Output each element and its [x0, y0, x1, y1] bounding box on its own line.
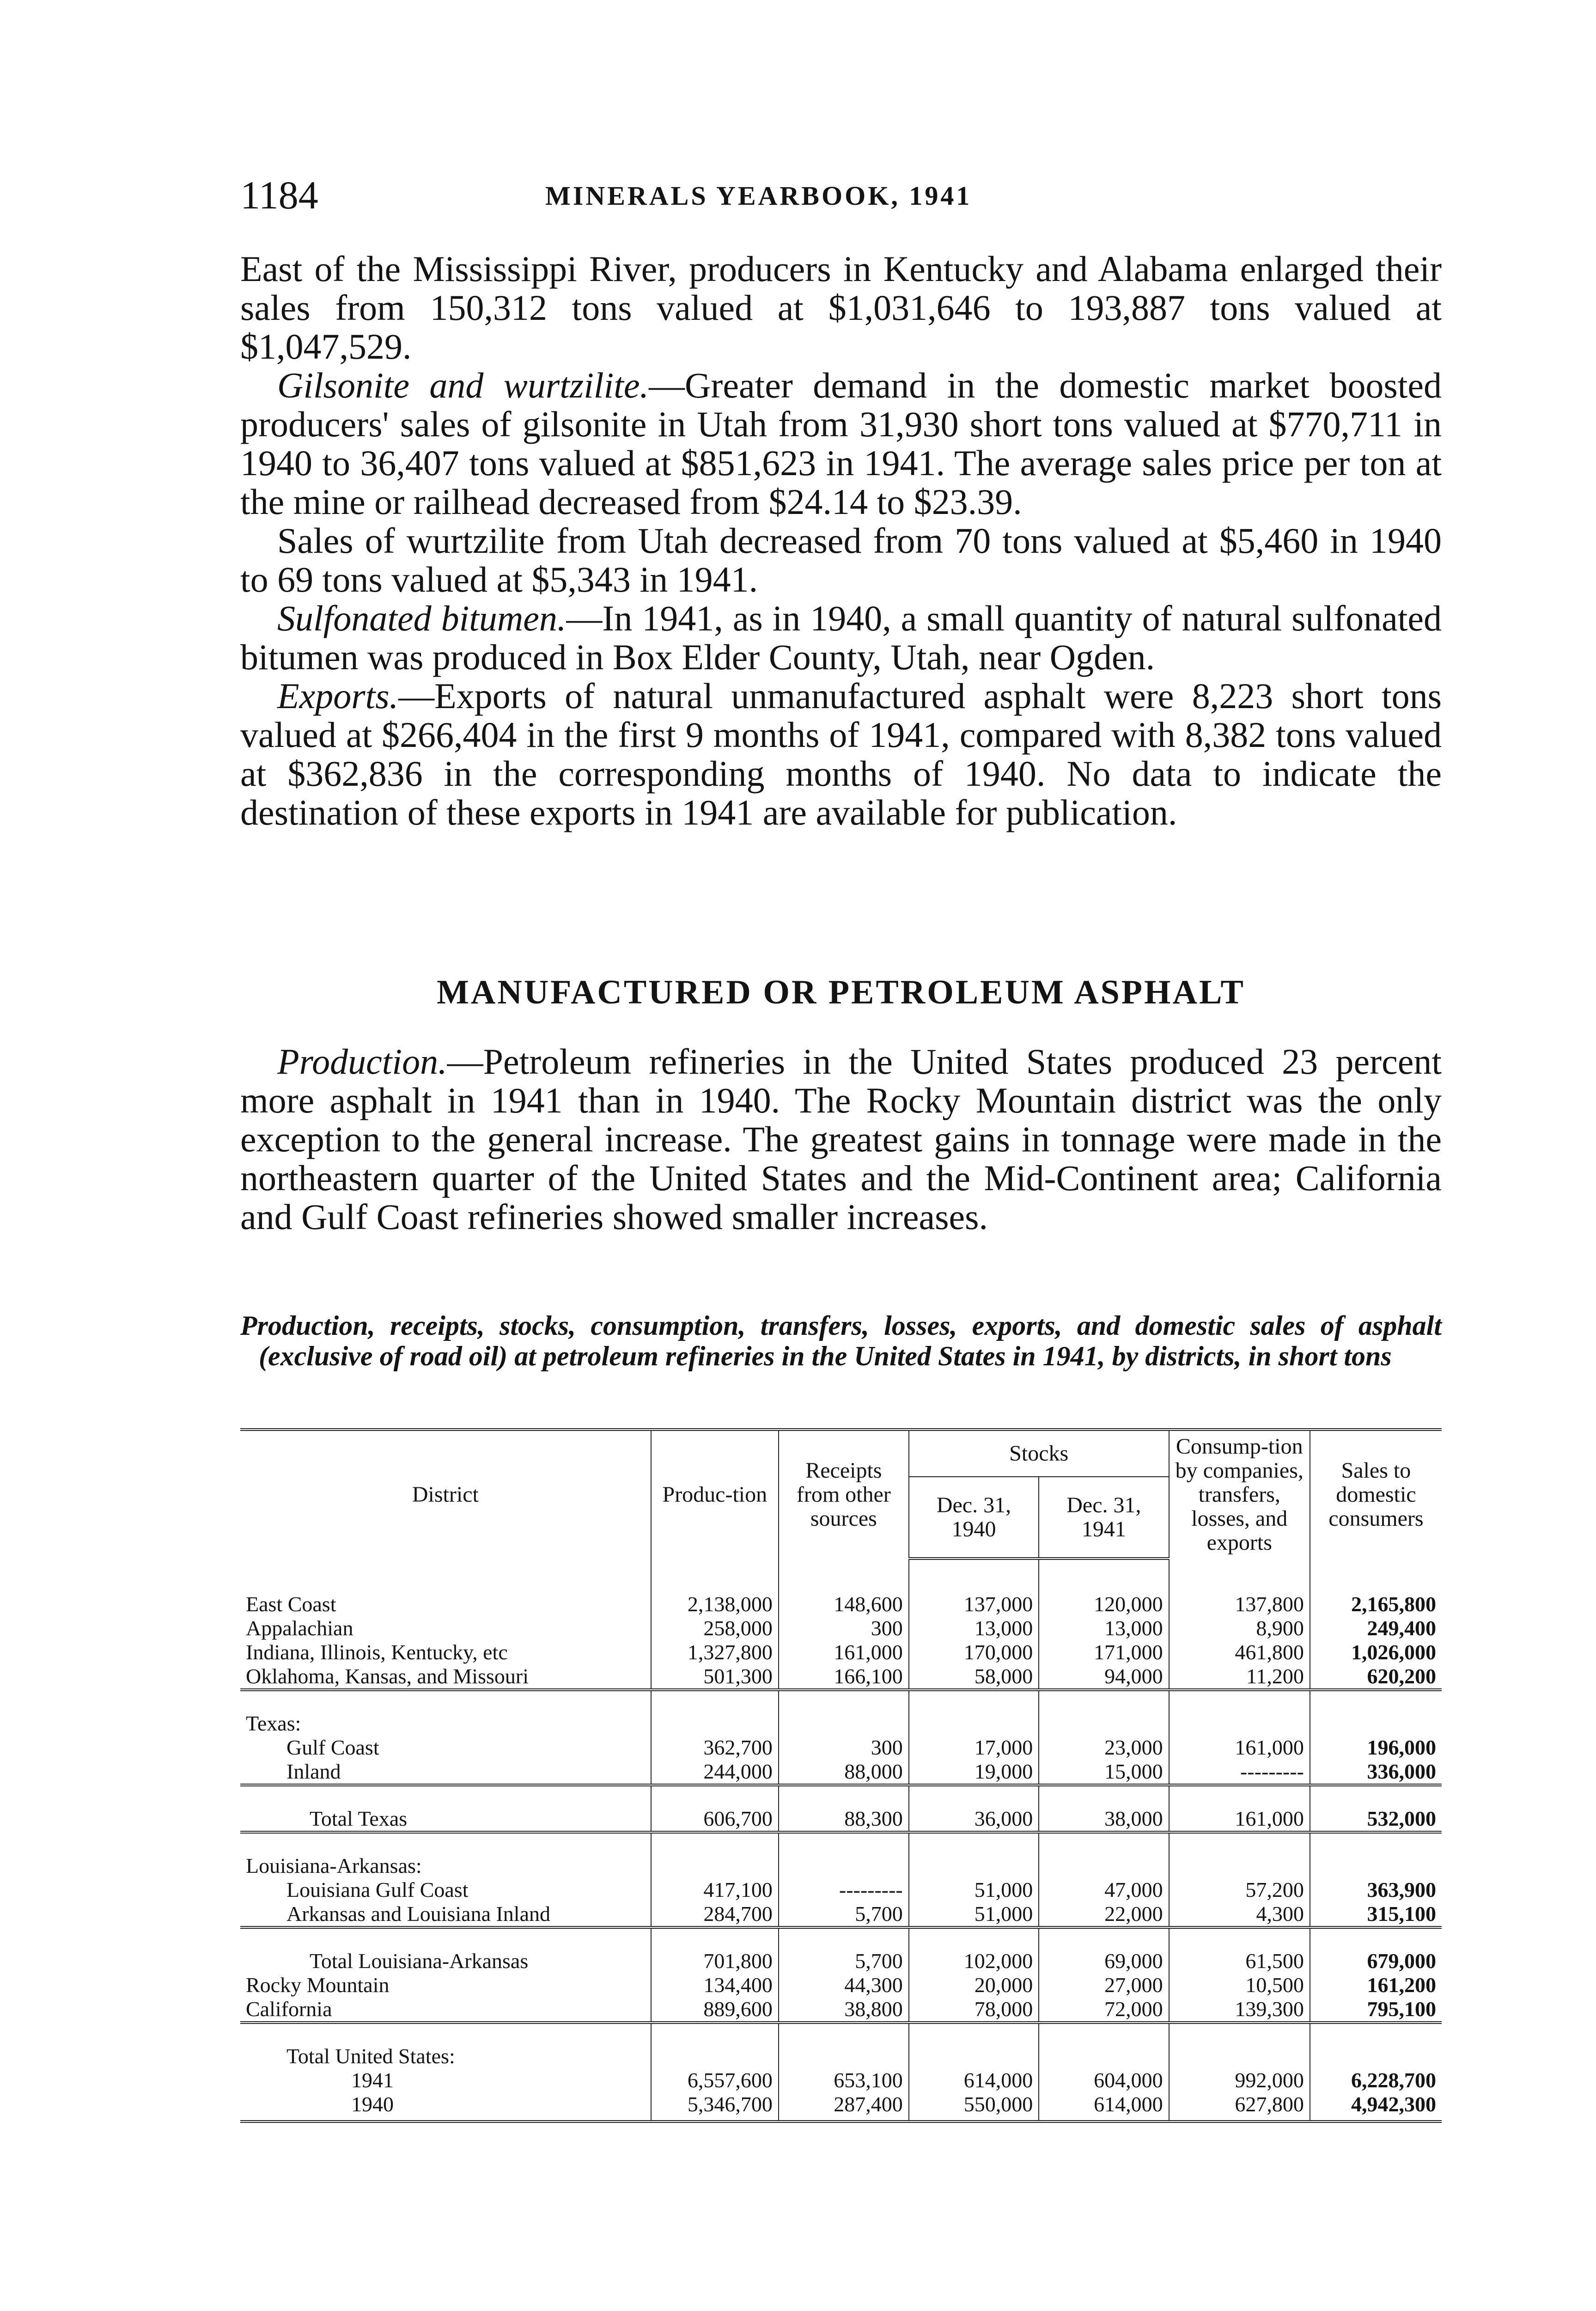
running-title: MINERALS YEARBOOK, 1941 — [545, 181, 972, 211]
asphalt-table — [240, 1428, 1442, 2123]
table-row: East Coast 2,138,000 148,600 137,000 120,000 137,800 2,165,800 — [240, 1592, 1442, 1616]
table-row-total: Total Louisiana-Arkansas 701,800 5,700 102,000 69,000 61,500 679,000 — [240, 1949, 1442, 1973]
paragraph-production: Production.—Petroleum refineries in the United States produced 23 percent more asphalt in 1941 than in 1940. The Rocky Mountain district was the only exception to the general increase. The greatest gains in tonnage were made in the northeastern quarter of the United States and the Mid-Continent area; California and Gulf Coast refineries showed smaller increases. — [240, 1041, 1442, 1237]
table-row-group-heading: Louisiana-Arkansas: — [240, 1854, 1442, 1878]
table-row: Appalachian 258,000 300 13,000 13,000 8,900 249,400 — [240, 1616, 1442, 1640]
section-heading: MANUFACTURED OR PETROLEUM ASPHALT — [437, 973, 1245, 1011]
col-stocks-1940: Dec. 31, 1940 — [909, 1477, 1039, 1559]
col-stocks: Stocks — [909, 1430, 1169, 1477]
table-row-total: Total Texas 606,700 88,300 36,000 38,000 161,000 532,000 — [240, 1807, 1442, 1832]
table-row: Oklahoma, Kansas, and Missouri 501,300 166,100 58,000 94,000 11,200 620,200 — [240, 1664, 1442, 1690]
table-caption: Production, receipts, stocks, consumption, transfers, losses, exports, and domestic sales of asphalt (exclusive of road oil) at petroleum refineries in the United States in 1941, by districts, in short tons — [240, 1310, 1442, 1371]
table-row: Rocky Mountain 134,400 44,300 20,000 27,000 10,500 161,200 — [240, 1973, 1442, 1997]
col-district: District — [240, 1430, 651, 1559]
paragraph-exports: Exports.—Exports of natural unmanufactured asphalt were 8,223 short tons valued at $266,404 in the first 9 months of 1941, compared with 8,382 tons valued at $362,836 in the corresponding months of 1940. No data to indicate the destination of these exports in 1941 are available for publication. — [240, 676, 1442, 832]
table-row: 1940 5,346,700 287,400 550,000 614,000 627,800 4,942,300 — [240, 2092, 1442, 2121]
table-row-group-heading: Texas: — [240, 1712, 1442, 1736]
col-sales: Sales to domestic consumers — [1310, 1430, 1442, 1559]
paragraph-wurtzilite: Sales of wurtzilite from Utah decreased from 70 tons valued at $5,460 in 1940 to 69 tons valued at $5,343 in 1941. — [240, 520, 1442, 599]
intro-text — [240, 250, 1442, 832]
page-header — [240, 172, 1442, 227]
col-production: Produc-tion — [651, 1430, 779, 1559]
page-number: 1184 — [240, 173, 318, 217]
col-stocks-1941: Dec. 31, 1941 — [1039, 1477, 1169, 1559]
production-text — [240, 1042, 1442, 1236]
table-row: Indiana, Illinois, Kentucky, etc 1,327,800 161,000 170,000 171,000 461,800 1,026,000 — [240, 1640, 1442, 1664]
paragraph-sulfonated-bitumen: Sulfonated bitumen.—In 1941, as in 1940, a small quantity of natural sulfonated bitumen was produced in Box Elder County, Utah, near Ogden. — [240, 598, 1442, 677]
col-receipts: Receipts from other sources — [779, 1430, 909, 1559]
table-row: Arkansas and Louisiana Inland 284,700 5,700 51,000 22,000 4,300 315,100 — [240, 1902, 1442, 1927]
table-row: 1941 6,557,600 653,100 614,000 604,000 992,000 6,228,700 — [240, 2068, 1442, 2092]
col-consumption: Consump-tion by companies, transfers, losses, and exports — [1169, 1430, 1310, 1559]
table-row: Louisiana Gulf Coast 417,100 --------- 51,000 47,000 57,200 363,900 — [240, 1878, 1442, 1902]
table-row-group-heading: Total United States: — [240, 2044, 1442, 2068]
paragraph-gilsonite: Gilsonite and wurtzilite.—Greater demand in the domestic market boosted producers' sales of gilsonite in Utah from 31,930 short tons valued at $770,711 in 1940 to 36,407 tons valued at $851,623 in 1941. The average sales price per ton at the mine or railhead decreased from $24.14 to $23.39. — [240, 365, 1442, 522]
table-row: California 889,600 38,800 78,000 72,000 139,300 795,100 — [240, 1997, 1442, 2023]
table-row: Gulf Coast 362,700 300 17,000 23,000 161,000 196,000 — [240, 1736, 1442, 1760]
table-row: Inland 244,000 88,000 19,000 15,000 --------- 336,000 — [240, 1760, 1442, 1785]
paragraph-kentucky-alabama: East of the Mississippi River, producers in Kentucky and Alabama enlarged their sales from 150,312 tons valued at $1,031,646 to 193,887 tons valued at $1,047,529. — [240, 249, 1442, 367]
